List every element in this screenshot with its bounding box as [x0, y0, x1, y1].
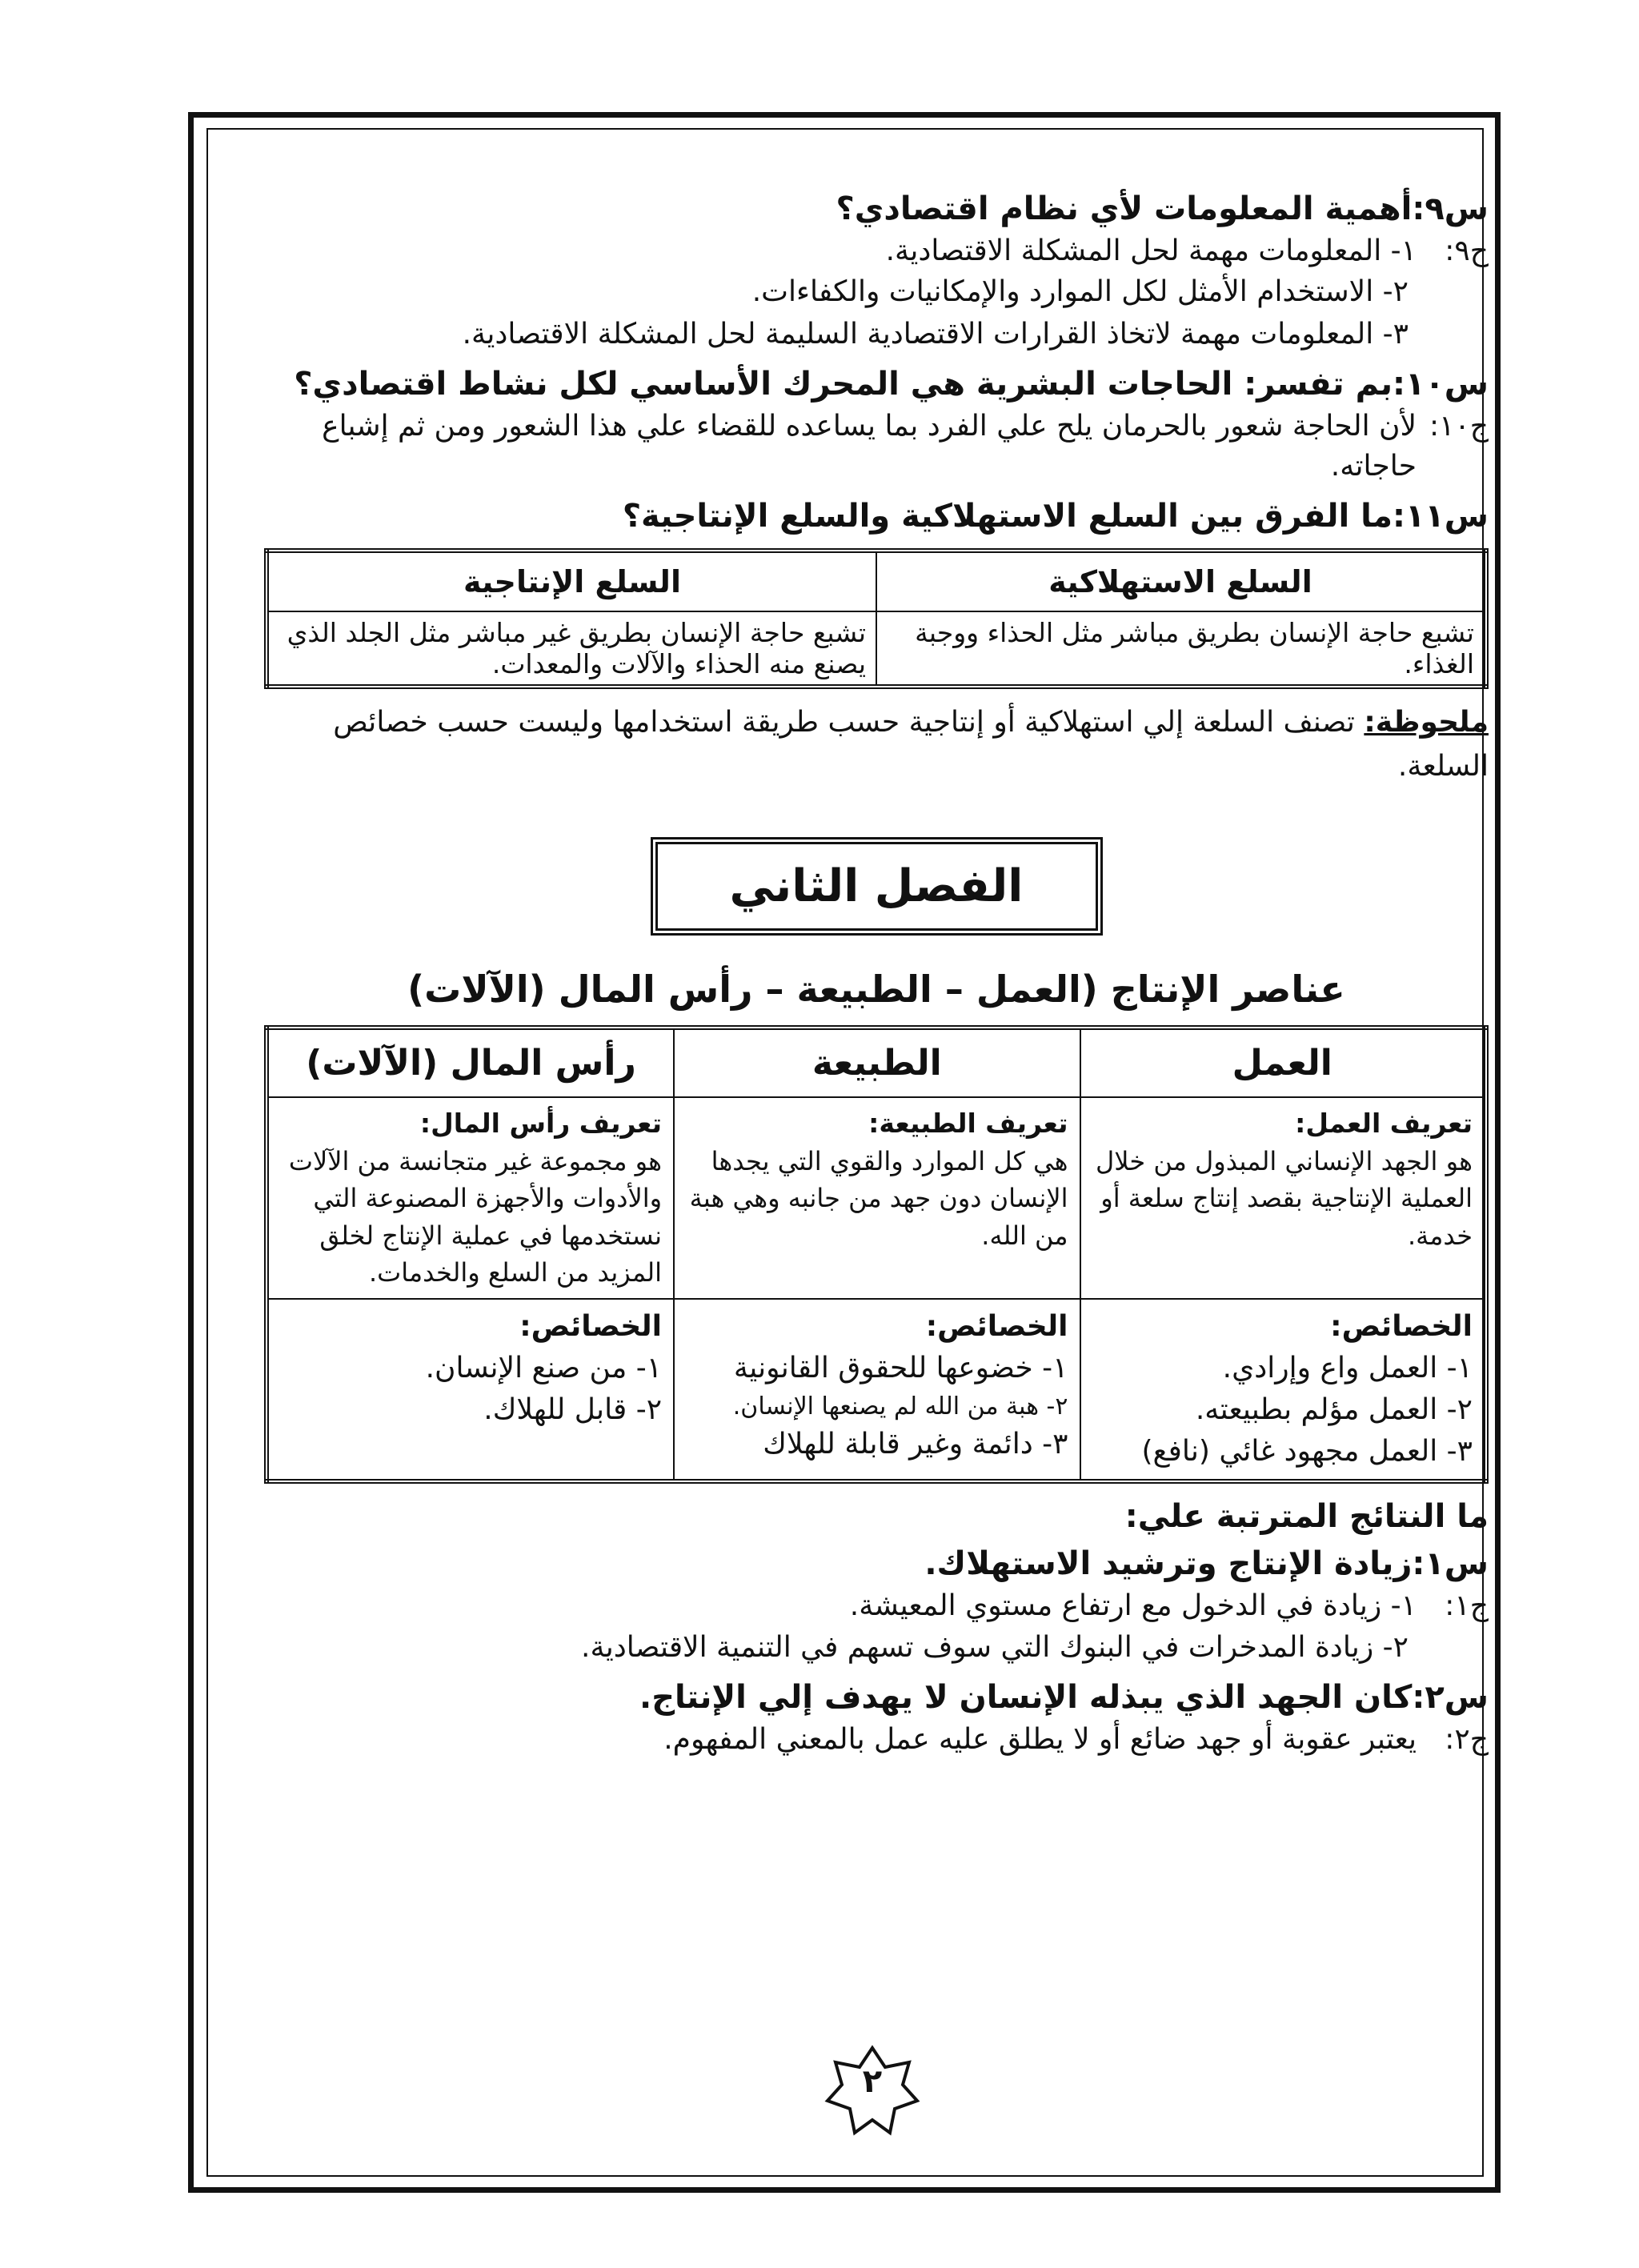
- table-cell: [674, 1097, 1080, 1298]
- definition-text: هو مجموعة غير متجانسة من الآلات والأدوات والأجهزة المصنوعة التي نستخدمها في عملية الإنتاج لخلق المزيد من السلع والخدمات.: [288, 1145, 663, 1288]
- results-question-2: [264, 1675, 1489, 1720]
- answer-label: ج١:: [1445, 1589, 1489, 1623]
- table-header-row: [266, 551, 1486, 611]
- note-text: تصنف السلعة إلي استهلاكية أو إنتاجية حسب طريقة استخدامها وليست حسب خصائص السلعة.: [333, 705, 1489, 783]
- note: [264, 700, 1489, 790]
- results-answer-2: [264, 1720, 1489, 1760]
- chapter-title: الفصل الثاني: [651, 837, 1103, 936]
- answer-point: ٣- المعلومات مهمة لاتخاذ القرارات الاقتصادية السليمة لحل المشكلة الاقتصادية.: [462, 317, 1409, 351]
- question-label: س١٠:: [1392, 365, 1489, 403]
- feature-item: ١- من صنع الإنسان.: [425, 1351, 663, 1384]
- table-header: رأس المال (الآلات): [266, 1028, 674, 1097]
- table-cell: [266, 1097, 674, 1298]
- answer-point: ١- زيادة في الدخول مع ارتفاع مستوي المعيشة.: [849, 1589, 1417, 1623]
- answer-text: يعتبر عقوبة أو جهد ضائع أو لا يطلق عليه عمل بالمعني المفهوم.: [663, 1722, 1417, 1756]
- table-cell: [1080, 1299, 1486, 1482]
- question-text: ما الفرق بين السلع الاستهلاكية والسلع الإنتاجية؟: [622, 497, 1393, 535]
- table-cell: تشبع حاجة الإنسان بطريق مباشر مثل الحذاء ووجبة الغذاء.: [876, 611, 1486, 687]
- feature-item: ١- خضوعها للحقوق القانونية: [733, 1351, 1068, 1384]
- feature-item: ٢- قابل للهلاك.: [483, 1392, 663, 1426]
- table-row-definitions: [266, 1097, 1486, 1298]
- table-header: السلع الاستهلاكية: [876, 551, 1486, 611]
- definition-text: هو الجهد الإنساني المبذول من خلال العملية الإنتاجية بقصد إنتاج سلعة أو خدمة.: [1096, 1145, 1473, 1251]
- page-number: ٢: [862, 2063, 883, 2100]
- table-header: السلع الإنتاجية: [266, 551, 876, 611]
- question-label: س٢:: [1412, 1678, 1489, 1716]
- table-row-features: [266, 1299, 1486, 1482]
- answer-10: [264, 407, 1489, 487]
- question-label: س١:: [1412, 1545, 1489, 1583]
- question-text: بم تفسر: الحاجات البشرية هي المحرك الأساسي لكل نشاط اقتصادي؟: [294, 365, 1393, 403]
- definition-title: تعريف العمل:: [1295, 1108, 1473, 1140]
- question-label: س١١:: [1392, 497, 1489, 535]
- note-label: ملحوظة:: [1364, 705, 1489, 739]
- production-elements-table: [264, 1025, 1489, 1484]
- elements-title: عناصر الإنتاج (العمل – الطبيعة – رأس المال (الآلات): [407, 968, 1345, 1012]
- question-text: كان الجهد الذي يبذله الإنسان لا يهدف إلي الإنتاج.: [639, 1678, 1413, 1716]
- question-label: س٩:: [1412, 190, 1489, 227]
- chapter-heading-wrap: [264, 837, 1489, 936]
- answer-9: [264, 231, 1489, 271]
- feature-item: ٢- العمل مؤلم بطبيعته.: [1195, 1392, 1473, 1426]
- definition-title: تعريف رأس المال:: [419, 1108, 663, 1140]
- table-cell: [674, 1299, 1080, 1482]
- table-cell: [1080, 1097, 1486, 1298]
- question-11: [264, 494, 1489, 539]
- answer-label: ج٢:: [1445, 1722, 1489, 1756]
- definition-text: هي كل الموارد والقوي التي يجدها الإنسان دون جهد من جانبه وهي هبة من الله.: [689, 1145, 1068, 1251]
- question-text: زيادة الإنتاج وترشيد الاستهلاك.: [924, 1545, 1413, 1583]
- table-cell: تشبع حاجة الإنسان بطريق غير مباشر مثل الجلد الذي يصنع منه الحذاء والآلات والمعدات.: [266, 611, 876, 687]
- question-9: [264, 186, 1489, 231]
- features-title: الخصائص:: [925, 1309, 1068, 1343]
- feature-item: ٣- العمل مجهود غائي (نافع): [1141, 1435, 1473, 1469]
- table-row: [266, 611, 1486, 687]
- answer-label: ح٩:: [1445, 234, 1489, 267]
- page-content: [264, 180, 1489, 2101]
- feature-item: ٢- هبة من الله لم يصنعها الإنسان.: [732, 1392, 1068, 1421]
- answer-label: ج١٠:: [1429, 409, 1489, 443]
- table-header: العمل: [1080, 1028, 1486, 1097]
- goods-comparison-table: [264, 548, 1489, 689]
- features-title: الخصائص:: [519, 1309, 663, 1343]
- answer-point: ٢- زيادة المدخرات في البنوك التي سوف تسهم في التنمية الاقتصادية.: [581, 1630, 1409, 1664]
- feature-item: ١- العمل واع وإرادي.: [1222, 1351, 1473, 1384]
- results-answer-1: [264, 1586, 1489, 1626]
- results-question-1: [264, 1541, 1489, 1586]
- table-cell: [266, 1299, 674, 1482]
- definition-title: تعريف الطبيعة:: [868, 1108, 1068, 1140]
- question-10: [264, 362, 1489, 407]
- table-header: الطبيعة: [674, 1028, 1080, 1097]
- question-text: أهمية المعلومات لأي نظام اقتصادي؟: [836, 190, 1413, 227]
- answer-text: لأن الحاجة شعور بالحرمان يلح علي الفرد بما يساعده للقضاء علي هذا الشعور ومن ثم إشباع حاجاته.: [322, 409, 1417, 483]
- answer-point: ١- المعلومات مهمة لحل المشكلة الاقتصادية.: [885, 234, 1417, 267]
- table-header-row: [266, 1028, 1486, 1097]
- results-heading: ما النتائج المترتبة علي:: [1124, 1498, 1489, 1536]
- answer-point: ٢- الاستخدام الأمثل لكل الموارد والإمكانيات والكفاءات.: [751, 275, 1409, 309]
- feature-item: ٣- دائمة وغير قابلة للهلاك: [763, 1428, 1068, 1461]
- features-title: الخصائص:: [1330, 1309, 1473, 1343]
